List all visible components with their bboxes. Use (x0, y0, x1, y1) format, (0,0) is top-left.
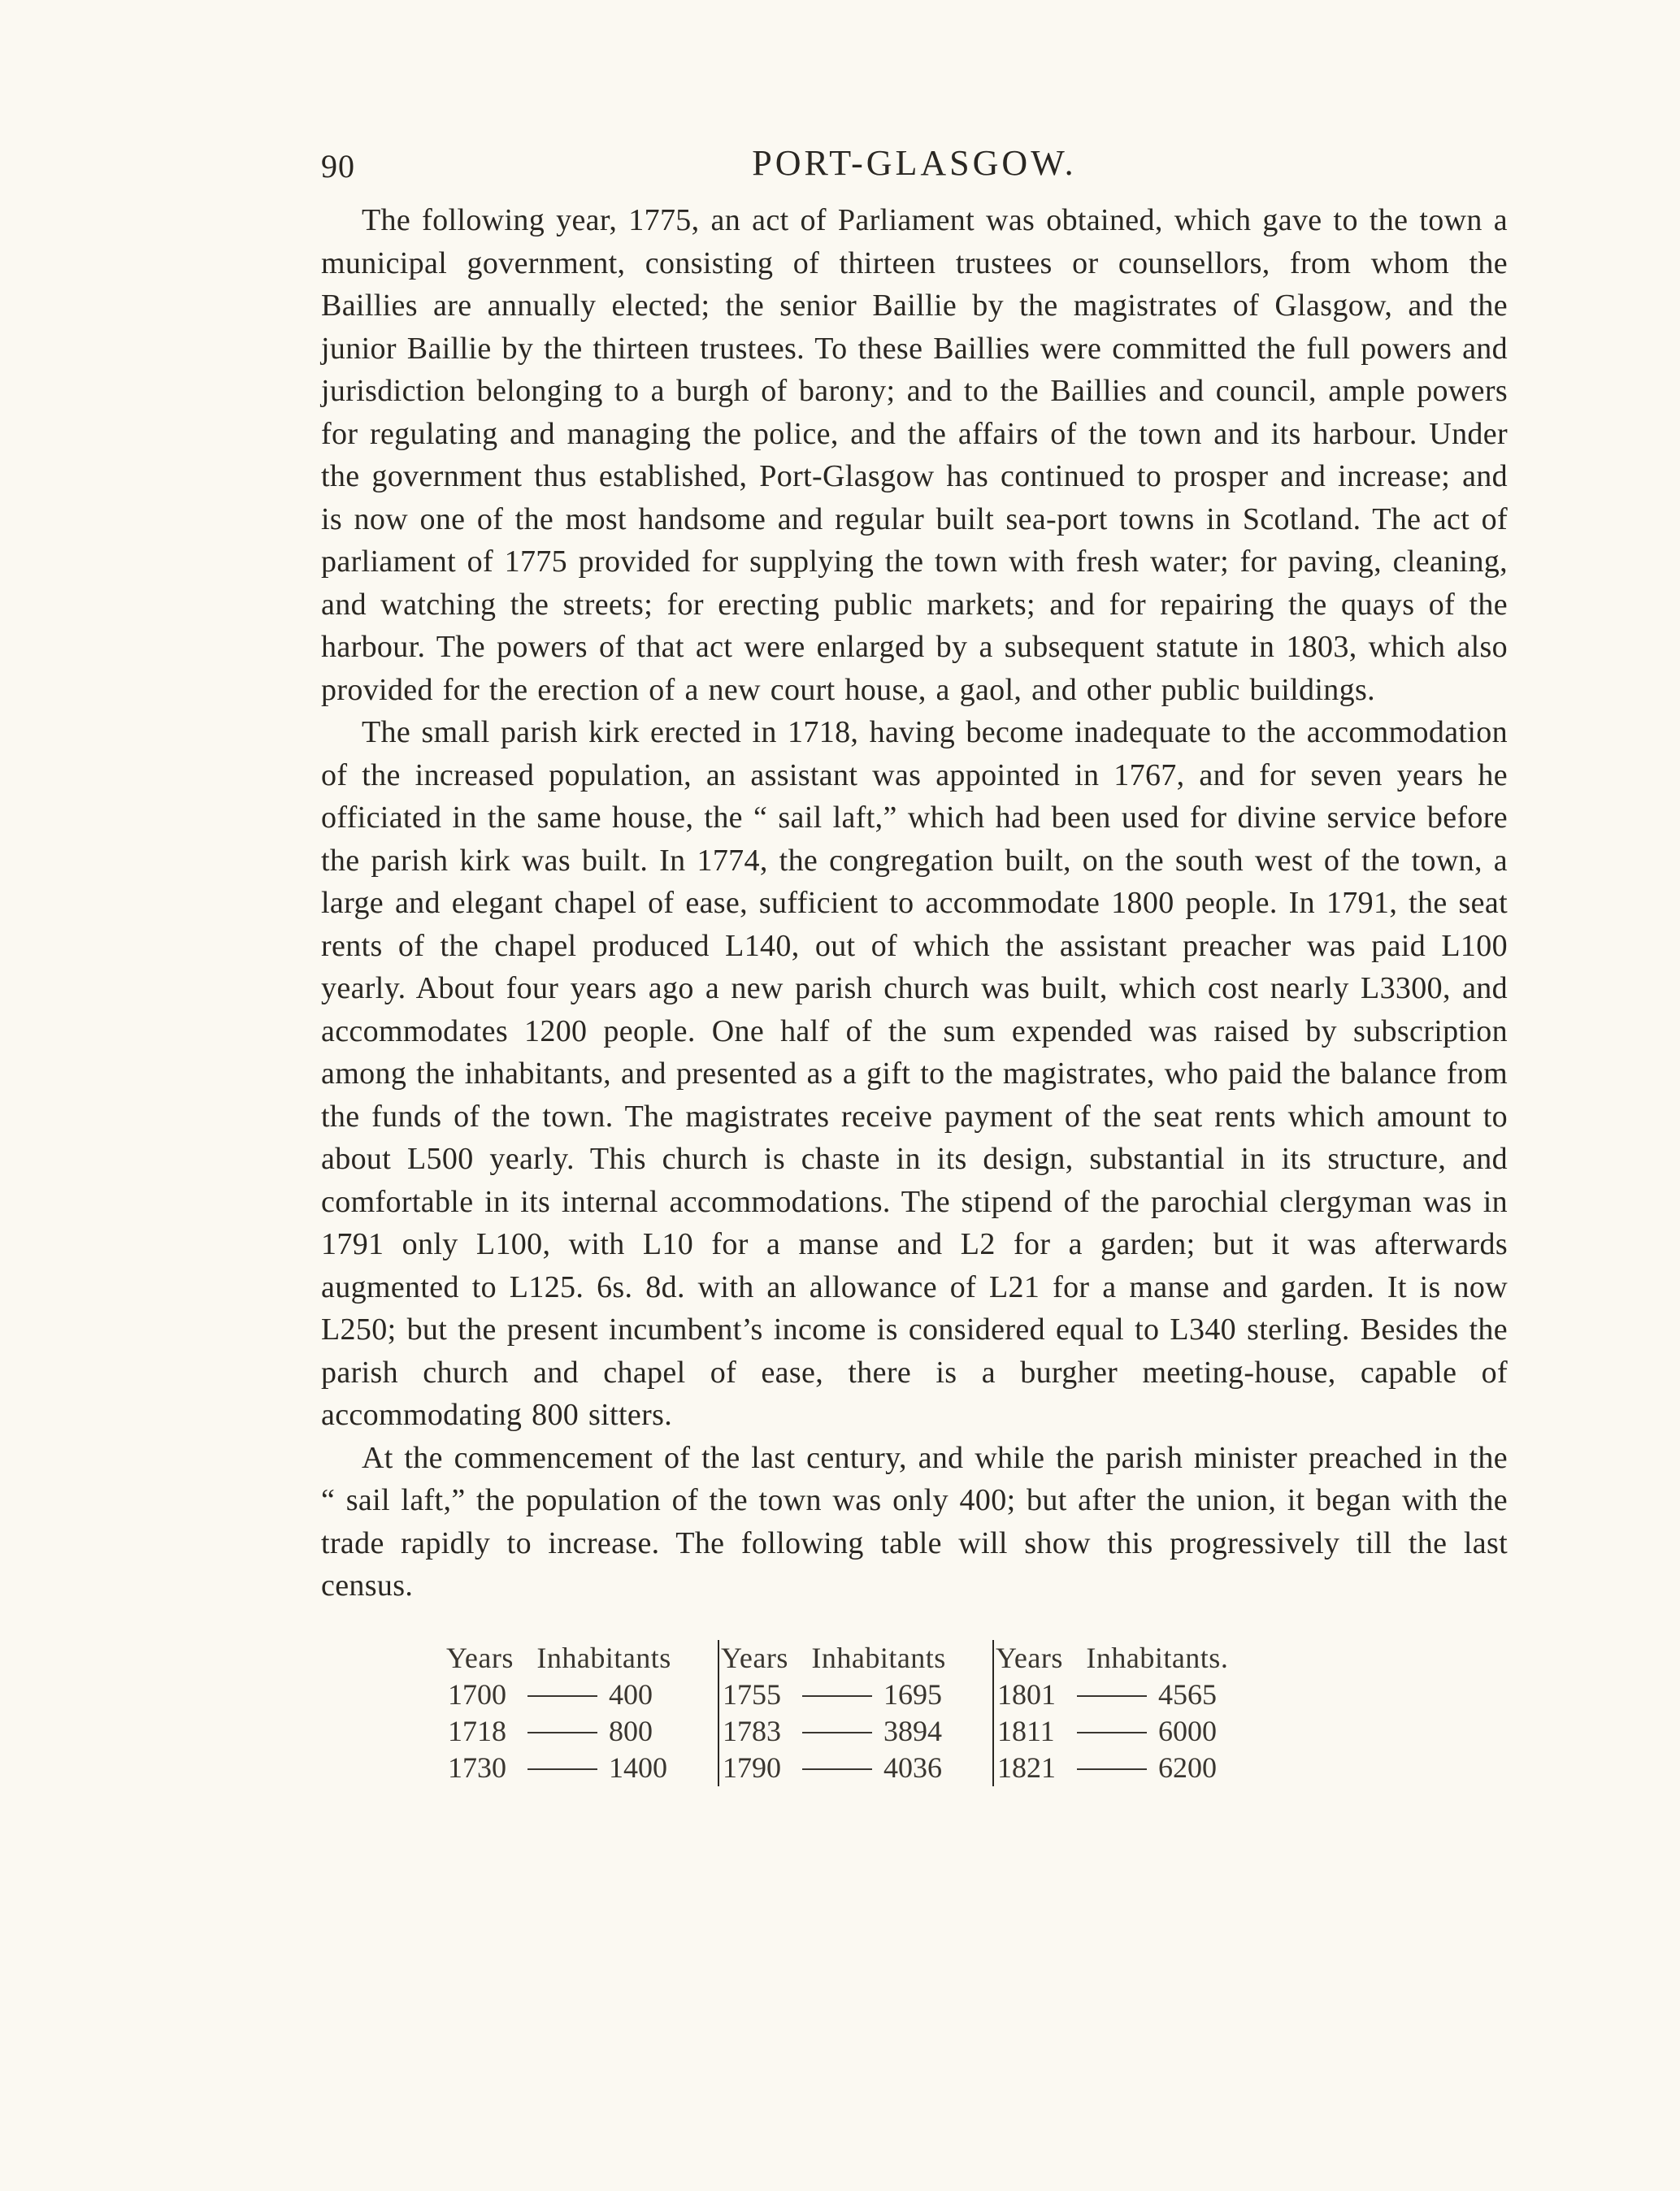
leader-dash (1077, 1768, 1147, 1770)
running-head (321, 142, 1508, 199)
year-cell: 1801 (997, 1677, 1056, 1711)
column-header (446, 1640, 698, 1677)
table-row (448, 1677, 698, 1713)
paragraph-municipal-government: The following year, 1775, an act of Parliament was obtained, which gave to the town a municipal government, consisting of thirteen trustees or counsellors, from whom the Baillies are annually elected; the senior Baillie by the magistrates of Glasgow, and the junior Baillie by the thirteen trustees. To these Baillies were committed the full powers and jurisdiction belonging to a burgh of barony; and to the Baillies and council, ample powers for regulating and managing the police, and the affairs of the town and its harbour. Under the government thus established, Port-Glasgow has continued to prosper and increase; and is now one of the most handsome and regular built sea-port towns in Scotland. The act of parliament of 1775 provided for supplying the town with fresh water; for paving, cleaning, and watching the streets; for erecting public markets; and for repairing the quays of the harbour. The powers of that act were enlarged by a subsequent statute in 1803, which also provided for the erection of a new court house, a gaol, and other public buildings. (321, 203, 1508, 707)
table-row (997, 1677, 1248, 1713)
year-cell: 1790 (723, 1751, 781, 1784)
inhabitants-cell: 3894 (883, 1714, 942, 1747)
leader-dash (802, 1768, 872, 1770)
year-cell: 1730 (448, 1751, 506, 1784)
inhabitants-cell: 1400 (609, 1751, 667, 1784)
population-column (992, 1640, 1267, 1786)
leader-dash (802, 1695, 872, 1697)
leader-dash (1077, 1695, 1147, 1697)
year-cell: 1700 (448, 1677, 506, 1711)
population-table (448, 1640, 1508, 1786)
leader-dash (527, 1732, 597, 1733)
population-column (718, 1640, 992, 1786)
body-text (321, 199, 1508, 1607)
page-number: 90 (321, 148, 355, 184)
book-page (321, 142, 1508, 1786)
leader-dash (527, 1695, 597, 1697)
year-cell: 1811 (997, 1714, 1055, 1747)
year-cell: 1821 (997, 1751, 1056, 1784)
table-row (448, 1713, 698, 1750)
table-row (448, 1750, 698, 1786)
inhabitants-cell: 6000 (1158, 1714, 1217, 1747)
running-title: PORT-GLASGOW. (752, 143, 1077, 183)
column-header (721, 1640, 973, 1677)
inhabitants-cell: 4036 (883, 1751, 942, 1784)
inhabitants-cell: 800 (609, 1714, 653, 1747)
paragraph-parish-kirk: The small parish kirk erected in 1718, having become inadequate to the accommodation of the increased population, an assistant was appointed in 1767, and for seven years he officiated in the same house, the “ sail laft,” which had been used for divine service before the parish kirk was built. In 1774, the congregation built, on the south west of the town, a large and elegant chapel of ease, sufficient to accommodate 1800 people. In 1791, the seat rents of the chapel produced L140, out of which the assistant preacher was paid L100 yearly. About four years ago a new parish church was built, which cost nearly L3300, and accommodates 1200 people. One half of the sum expended was raised by subscription among the inhabitants, and presented as a gift to the magistrates, who paid the balance from the funds of the town. The magistrates receive payment of the seat rents which amount to about L500 yearly. This church is chaste in its design, substantial in its structure, and comfortable in its internal accommodations. The stipend of the parochial clergyman was in 1791 only L100, with L10 for a manse and L2 for a garden; but it was afterwards augmented to L125. 6s. 8d. with an allowance of L21 for a manse and garden. It is now L250; but the present incumbent’s income is considered equal to L340 sterling. Besides the parish church and chapel of ease, there is a burgher meeting-house, capable of accommodating 800 sitters. (321, 715, 1508, 1432)
years-header: Years (721, 1641, 788, 1674)
column-header (996, 1640, 1248, 1677)
leader-dash (802, 1732, 872, 1733)
year-cell: 1755 (723, 1677, 781, 1711)
population-column (448, 1640, 718, 1786)
year-cell: 1783 (723, 1714, 781, 1747)
inhabitants-header: Inhabitants (536, 1641, 671, 1674)
table-row (723, 1750, 973, 1786)
inhabitants-header: Inhabitants (811, 1641, 946, 1674)
inhabitants-cell: 4565 (1158, 1677, 1217, 1711)
table-row (723, 1677, 973, 1713)
paragraph-population: At the commencement of the last century, and while the parish minister preached in the “ sail laft,” the population of the town was only 400; but after the union, it began with the trade rapidly to increase. The following table will show this progressively till the last census. (321, 1440, 1508, 1603)
years-header: Years (996, 1641, 1063, 1674)
leader-dash (1077, 1732, 1147, 1733)
table-row (997, 1713, 1248, 1750)
year-cell: 1718 (448, 1714, 506, 1747)
table-row (723, 1713, 973, 1750)
inhabitants-header: Inhabitants. (1086, 1641, 1229, 1674)
leader-dash (527, 1768, 597, 1770)
inhabitants-cell: 1695 (883, 1677, 942, 1711)
table-row (997, 1750, 1248, 1786)
inhabitants-cell: 400 (609, 1677, 653, 1711)
inhabitants-cell: 6200 (1158, 1751, 1217, 1784)
years-header: Years (446, 1641, 514, 1674)
